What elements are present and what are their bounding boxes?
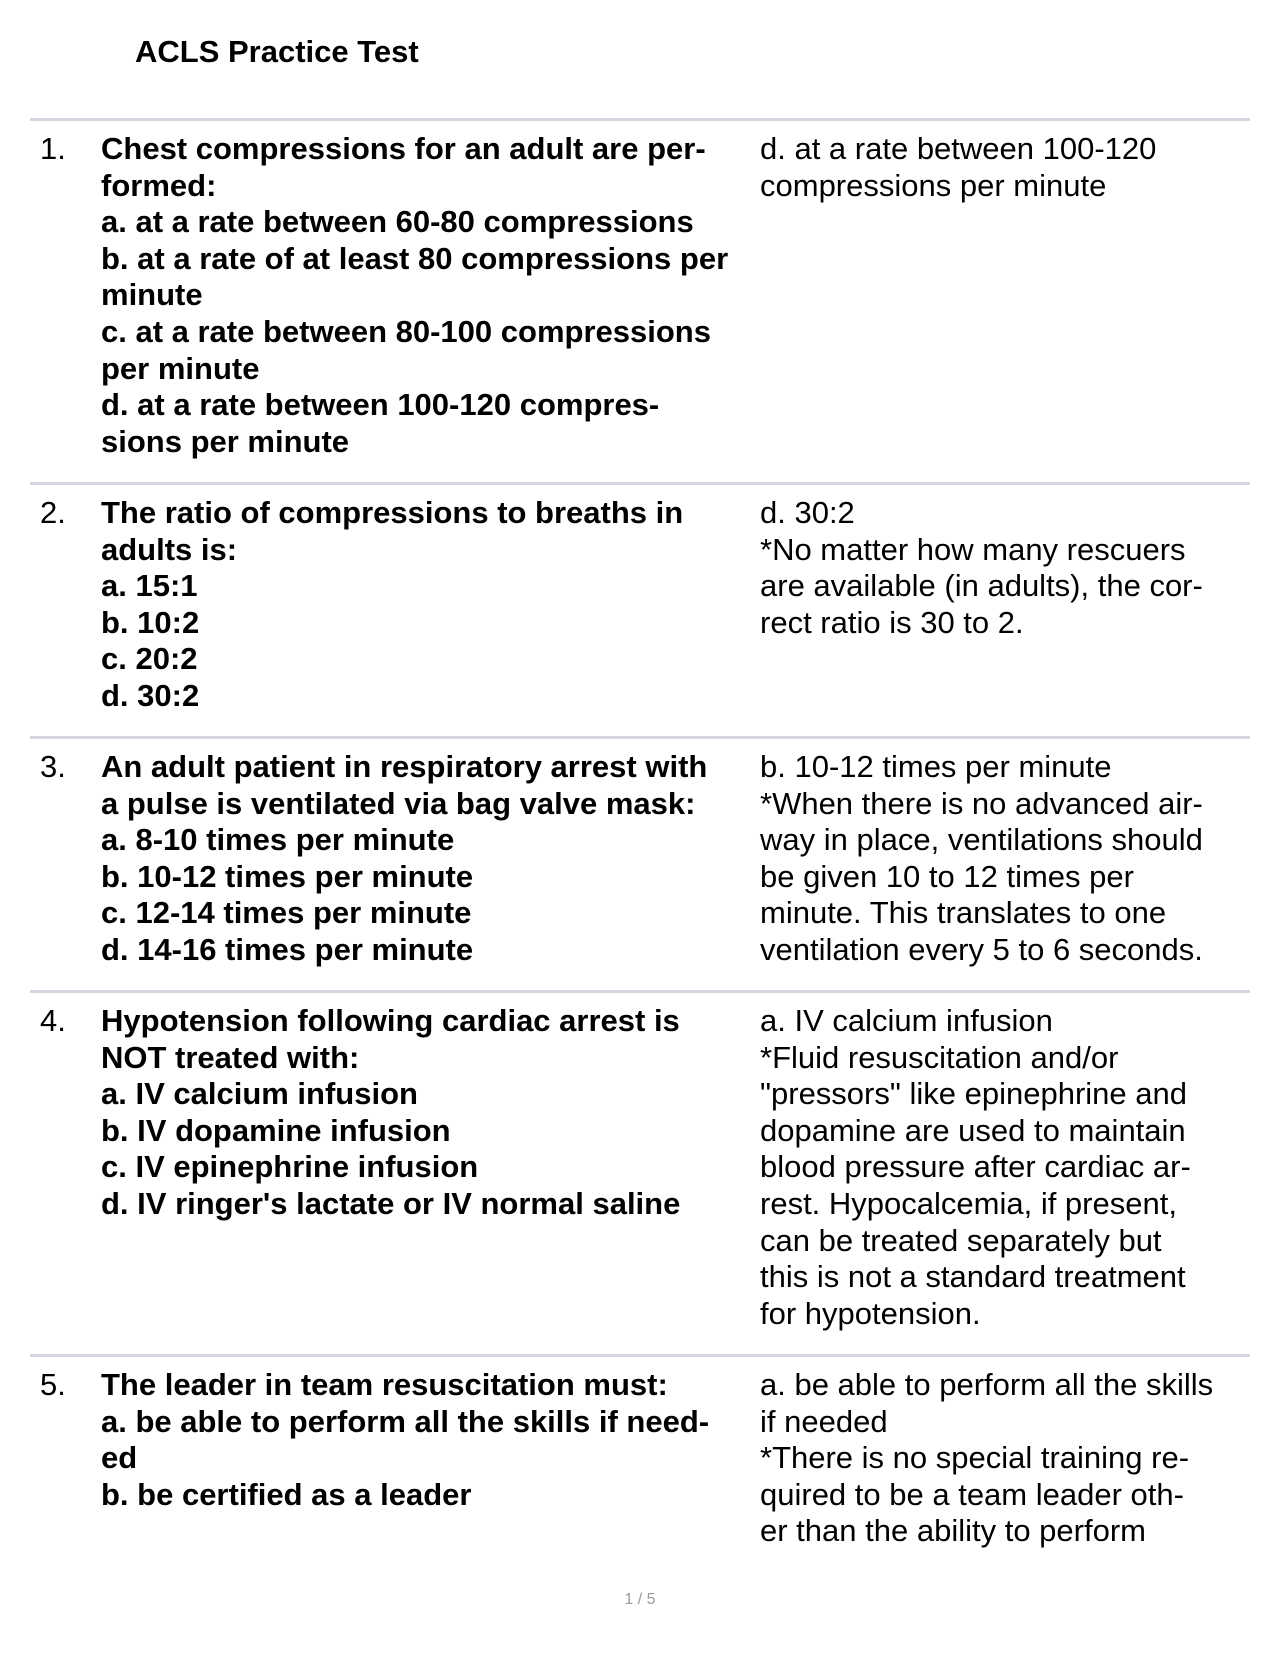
question-line: per minute	[101, 350, 260, 386]
question-line: a. IV calcium infusion	[101, 1076, 418, 1112]
answer-line: minute. This translates to one	[760, 895, 1167, 931]
answer-line: d. 30:2	[760, 495, 855, 530]
question-line: c. 20:2	[101, 641, 198, 677]
answer-line: d. at a rate between 100-120	[760, 131, 1157, 166]
answer-line: for hypotension.	[760, 1295, 981, 1331]
answer-line: a. IV calcium infusion	[760, 1003, 1053, 1038]
divider	[30, 482, 1250, 485]
answer-line: be given 10 to 12 times per	[760, 858, 1134, 894]
answer-line: *When there is no advanced air-	[760, 785, 1203, 821]
question-line: c. 12-14 times per minute	[101, 895, 472, 931]
question-number: 1.	[40, 131, 66, 166]
question-number: 4.	[40, 1003, 66, 1038]
question-line: d. 14-16 times per minute	[101, 931, 474, 967]
question-line: NOT treated with:	[101, 1039, 360, 1075]
question-number: 2.	[40, 495, 66, 530]
answer-line: rect ratio is 30 to 2.	[760, 604, 1024, 640]
question-text	[101, 1003, 791, 1223]
answer-text	[760, 749, 1255, 969]
question-line: a. 15:1	[101, 568, 198, 604]
answer-line: are available (in adults), the cor-	[760, 568, 1203, 604]
divider	[30, 990, 1250, 993]
answer-line: if needed	[760, 1403, 888, 1439]
question-line: d. IV ringer's lactate or IV normal saline	[101, 1185, 681, 1221]
question-line: c. IV epinephrine infusion	[101, 1149, 479, 1185]
question-text	[101, 749, 791, 969]
question-line: b. 10-12 times per minute	[101, 858, 474, 894]
divider	[30, 1354, 1250, 1357]
question-line: a. 8-10 times per minute	[101, 822, 455, 858]
answer-line: quired to be a team leader oth-	[760, 1476, 1184, 1512]
answer-line: a. be able to perform all the skills	[760, 1367, 1214, 1402]
document-title: ACLS Practice Test	[135, 34, 419, 69]
question-line: b. IV dopamine infusion	[101, 1112, 451, 1148]
answer-line: this is not a standard treatment	[760, 1259, 1186, 1295]
question-line: sions per minute	[101, 423, 350, 459]
answer-line: compressions per minute	[760, 167, 1107, 203]
question-line: b. be certified as a leader	[101, 1476, 472, 1512]
question-line: b. at a rate of at least 80 compressions per	[101, 240, 729, 276]
question-line: formed:	[101, 167, 217, 203]
answer-line: *There is no special training re-	[760, 1440, 1190, 1476]
answer-line: ventilation every 5 to 6 seconds.	[760, 931, 1203, 967]
answer-line: *No matter how many rescuers	[760, 531, 1186, 567]
answer-line: *Fluid resuscitation and/or	[760, 1039, 1119, 1075]
answer-line: way in place, ventilations should	[760, 822, 1203, 858]
question-text	[101, 131, 791, 460]
answer-line: "pressors" like epinephrine and	[760, 1076, 1187, 1112]
answer-line: b. 10-12 times per minute	[760, 749, 1112, 784]
question-line: Hypotension following cardiac arrest is	[101, 1003, 680, 1038]
question-number: 3.	[40, 749, 66, 784]
question-number: 5.	[40, 1367, 66, 1402]
divider	[30, 118, 1250, 121]
question-line: The ratio of compressions to breaths in	[101, 495, 684, 530]
answer-line: er than the ability to perform	[760, 1513, 1146, 1549]
question-text	[101, 495, 791, 715]
question-line: The leader in team resuscitation must:	[101, 1367, 668, 1402]
answer-line: dopamine are used to maintain	[760, 1112, 1186, 1148]
question-line: minute	[101, 277, 203, 313]
answer-text	[760, 131, 1255, 204]
question-line: d. 30:2	[101, 677, 200, 713]
question-line: Chest compressions for an adult are per-	[101, 131, 706, 166]
answer-line: can be treated separately but	[760, 1222, 1162, 1258]
question-line: a pulse is ventilated via bag valve mask:	[101, 785, 696, 821]
answer-text	[760, 1367, 1255, 1550]
question-line: a. be able to perform all the skills if need-	[101, 1403, 710, 1439]
answer-text	[760, 495, 1255, 641]
question-line: c. at a rate between 80-100 compressions	[101, 313, 711, 349]
question-line: ed	[101, 1440, 138, 1476]
question-line: b. 10:2	[101, 604, 200, 640]
answer-text	[760, 1003, 1255, 1332]
question-line: d. at a rate between 100-120 compres-	[101, 387, 660, 423]
answer-line: rest. Hypocalcemia, if present,	[760, 1185, 1177, 1221]
question-line: a. at a rate between 60-80 compressions	[101, 204, 694, 240]
question-text	[101, 1367, 791, 1513]
question-line: adults is:	[101, 531, 238, 567]
divider	[30, 736, 1250, 739]
answer-line: blood pressure after cardiac ar-	[760, 1149, 1191, 1185]
question-line: An adult patient in respiratory arrest with	[101, 749, 708, 784]
page-indicator: 1 / 5	[624, 1591, 656, 1608]
